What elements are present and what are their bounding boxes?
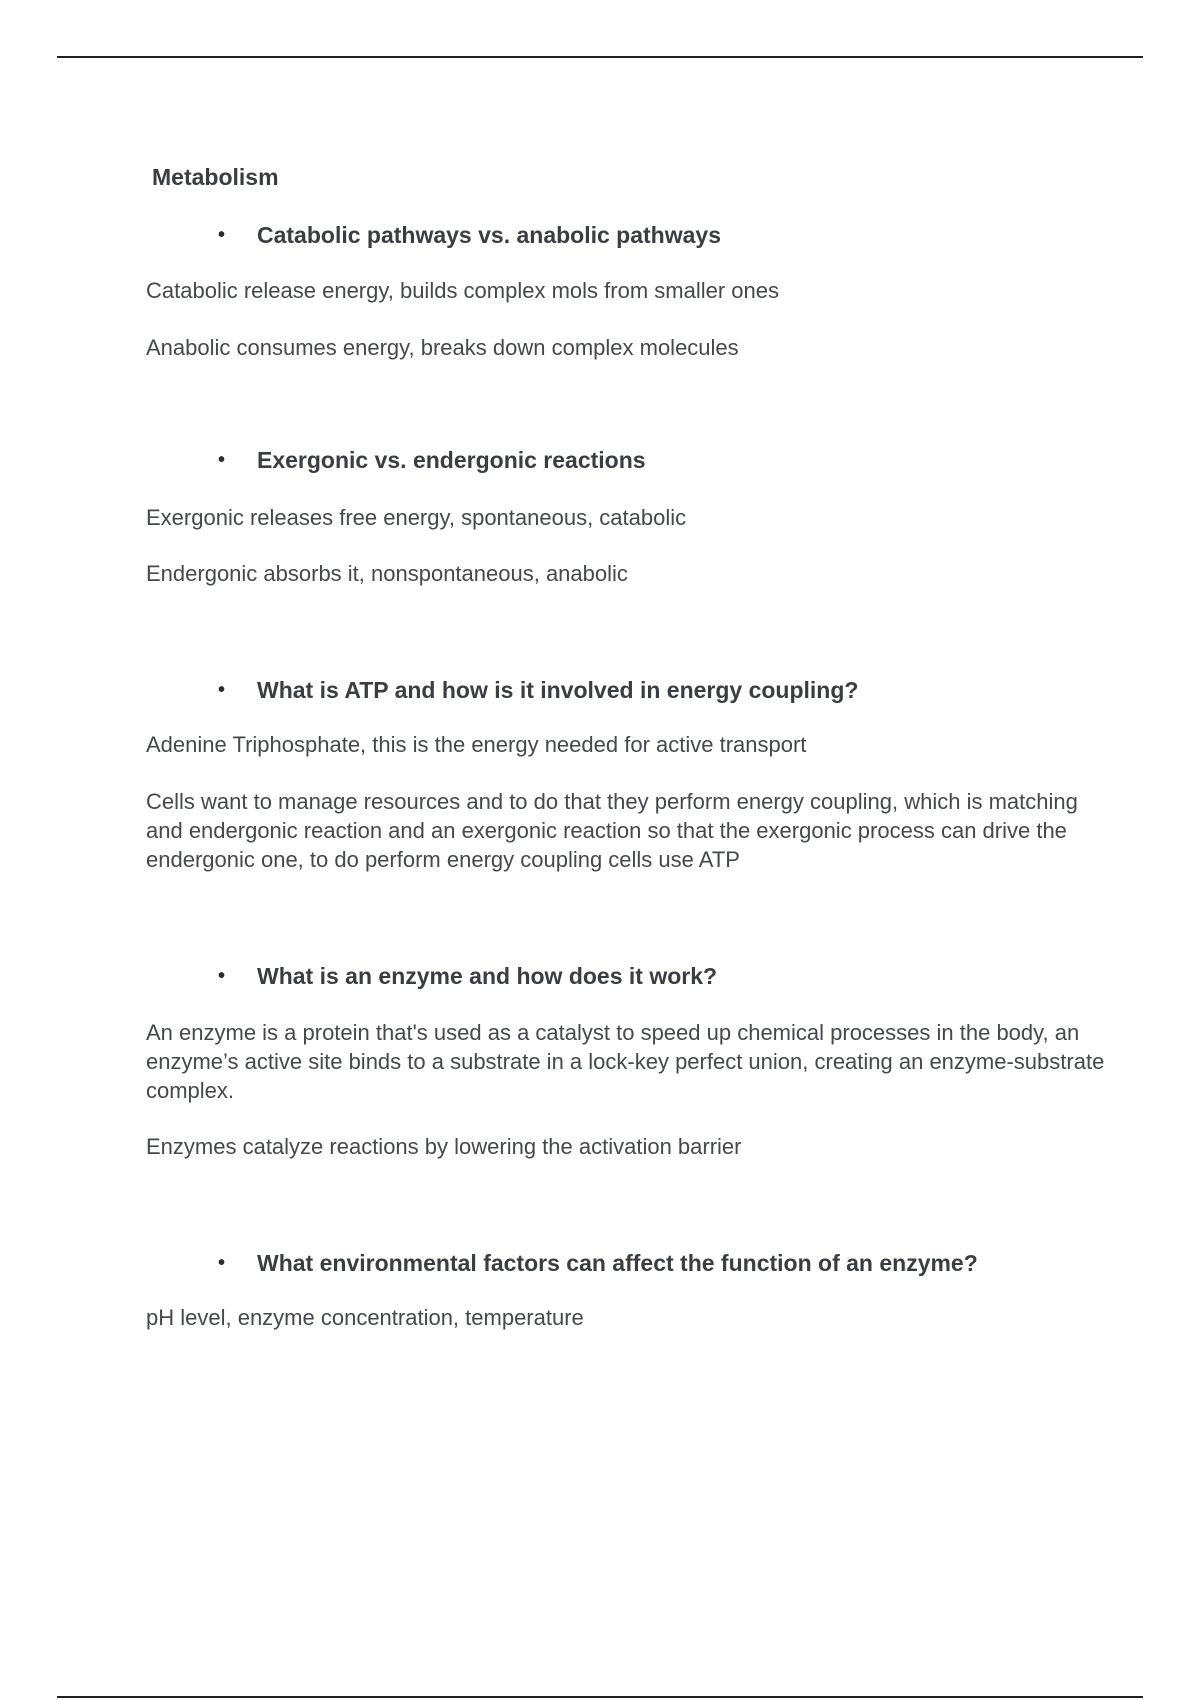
section-heading-text: Exergonic vs. endergonic reactions — [257, 447, 646, 473]
section-heading — [146, 220, 1106, 250]
paragraph: Catabolic release energy, builds complex mols from smaller ones — [146, 278, 779, 303]
section-enzyme — [146, 961, 1106, 1161]
bullet-icon: • — [218, 1252, 226, 1274]
paragraph: Cells want to manage resources and to do that they perform energy coupling, which is matching and endergonic reaction and an exergonic reaction so that the exergonic process can drive the endergonic one, to do perform energy coupling cells use ATP — [146, 789, 1078, 872]
top-rule — [57, 56, 1143, 58]
bottom-rule — [57, 1696, 1143, 1698]
bullet-icon: • — [218, 449, 226, 471]
section-heading-text: What is an enzyme and how does it work? — [257, 963, 718, 989]
paragraph: An enzyme is a protein that's used as a catalyst to speed up chemical processes in the body, an enzyme’s active site binds to a substrate in a lock-key perfect union, creating an enzyme-substrate complex. — [146, 1020, 1105, 1103]
section-heading-text: What is ATP and how is it involved in energy coupling? — [257, 677, 859, 703]
bullet-icon: • — [218, 224, 226, 246]
paragraph: pH level, enzyme concentration, temperature — [146, 1305, 584, 1330]
bullet-icon: • — [218, 965, 226, 987]
section-heading — [146, 675, 1106, 705]
document-body — [146, 162, 1106, 1332]
paragraph: Exergonic releases free energy, spontaneous, catabolic — [146, 505, 687, 530]
section-environmental-factors — [146, 1248, 1106, 1332]
section-atp — [146, 675, 1106, 874]
document-title: Metabolism — [152, 164, 279, 190]
section-heading — [146, 445, 1106, 475]
section-heading — [146, 961, 1106, 991]
paragraph: Enzymes catalyze reactions by lowering the activation barrier — [146, 1134, 742, 1159]
paragraph: Anabolic consumes energy, breaks down complex molecules — [146, 335, 739, 360]
paragraph: Endergonic absorbs it, nonspontaneous, anabolic — [146, 561, 628, 586]
paragraph: Adenine Triphosphate, this is the energy needed for active transport — [146, 732, 807, 757]
section-heading-text: Catabolic pathways vs. anabolic pathways — [257, 222, 721, 248]
section-heading-text: What environmental factors can affect the function of an enzyme? — [257, 1250, 978, 1276]
section-exergonic-endergonic — [146, 445, 1106, 588]
section-heading — [146, 1248, 1106, 1278]
section-catabolic-anabolic — [146, 220, 1106, 362]
bullet-icon: • — [218, 679, 226, 701]
